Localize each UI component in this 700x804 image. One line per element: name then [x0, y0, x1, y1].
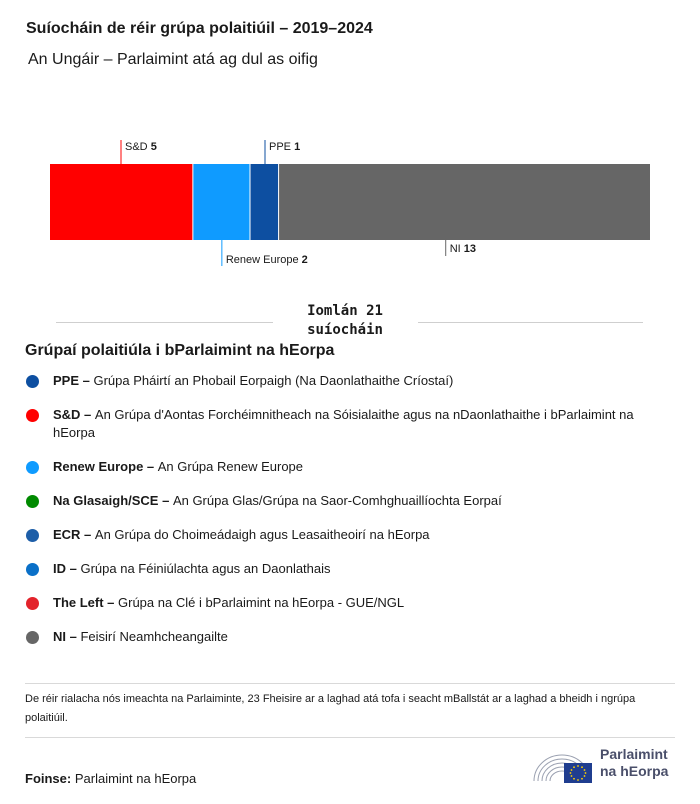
total-seats-line1: Iomlán 21 [307, 303, 383, 319]
legend-abbr: ECR – [53, 527, 95, 542]
bar-label-name: NI [449, 243, 464, 255]
note-divider-top [25, 683, 675, 684]
source-value: Parlaimint na hEorpa [74, 771, 197, 786]
legend-title: Grúpaí polaitiúla i bParlaimint na hEorpa [25, 342, 335, 359]
legend-abbr: S&D – [53, 407, 95, 422]
bar-label-name: PPE [269, 141, 295, 153]
legend-text: Grúpa na Clé i bParlaimint na hEorpa - GUE/NGL [118, 595, 405, 610]
bar-label-name: Renew Europe [225, 254, 302, 266]
legend-text: An Grúpa do Choimeádaigh agus Leasaitheoirí na hEorpa [94, 527, 430, 542]
legend-swatch [26, 375, 39, 388]
legend-text: An Grúpa d'Aontas Forchéimnitheach na Sóisialaithe agus na nDaonlathaithe i bParlaimint na hEorpa [53, 407, 634, 440]
bar-label-value: 13 [463, 243, 477, 255]
source-label: Foinse: [25, 771, 72, 786]
note-divider-bottom [25, 737, 675, 738]
legend-item [25, 594, 670, 612]
legend-item [25, 458, 670, 476]
total-divider-right [418, 322, 643, 323]
legend-text: Grúpa Pháirtí an Phobail Eorpaigh (Na Daonlathaithe Críostaí) [93, 373, 454, 388]
legend-item [25, 406, 670, 442]
logo-line1: Parlaimint [600, 746, 668, 762]
bar-label-value: 5 [150, 141, 157, 153]
legend-swatch [26, 461, 39, 474]
legend-text: Feisirí Neamhcheangailte [80, 629, 228, 644]
legend-abbr: ID – [53, 561, 81, 576]
chart-title: Suíocháin de réir grúpa polaitiúil – 2019–2024 [26, 20, 373, 37]
legend-abbr: The Left – [53, 595, 119, 610]
footnote: De réir rialacha nós imeachta na Parlaiminte, 23 Fheisire ar a laghad atá tofa i seacht mBallstát ar a laghad a bheidh i ngrúpa polaitiúil. [25, 693, 636, 724]
legend-abbr: Renew Europe – [53, 459, 158, 474]
bar-segment-renew-europe [193, 164, 250, 240]
bar-label [269, 141, 300, 153]
bar-label-name: S&D [125, 141, 151, 153]
legend-swatch [26, 631, 39, 644]
legend-abbr: NI – [53, 629, 81, 644]
legend-text: Grúpa na Féiniúlachta agus an Daonlathais [80, 561, 331, 576]
bar-segment-ppe [250, 164, 279, 240]
legend-item [25, 628, 670, 646]
seat-bar-chart [0, 130, 700, 280]
source-line [25, 771, 196, 786]
bar-segment-ni [279, 164, 650, 240]
bar-label [226, 254, 308, 266]
legend-swatch [26, 495, 39, 508]
legend-swatch [26, 597, 39, 610]
hemicycle-icon [530, 745, 594, 785]
bar-label [450, 243, 476, 255]
legend-text: An Grúpa Glas/Grúpa na Saor-Comhghuaillíochta Eorpaí [172, 493, 502, 508]
legend-swatch [26, 409, 39, 422]
total-seats-label [285, 302, 405, 340]
legend-text: An Grúpa Renew Europe [157, 459, 304, 474]
legend-item [25, 372, 670, 390]
bar-label-value: 2 [301, 254, 308, 266]
logo-line2: na hEorpa [600, 763, 669, 779]
bar-label [125, 141, 157, 153]
legend-abbr: PPE – [53, 373, 94, 388]
legend-abbr: Na Glasaigh/SCE – [53, 493, 173, 508]
legend-swatch [26, 529, 39, 542]
bar-segment-s-d [50, 164, 193, 240]
legend-item [25, 560, 670, 578]
logo-wordmark [600, 746, 668, 780]
legend-swatch [26, 563, 39, 576]
legend-item [25, 526, 670, 544]
legend-list [25, 372, 670, 646]
chart-subtitle: An Ungáir – Parlaimint atá ag dul as oifig [28, 51, 318, 68]
total-divider-left [56, 322, 273, 323]
bar-label-value: 1 [294, 141, 301, 153]
legend-item [25, 492, 670, 510]
total-seats-line2: suíocháin [307, 322, 383, 338]
european-parliament-logo [530, 745, 680, 787]
